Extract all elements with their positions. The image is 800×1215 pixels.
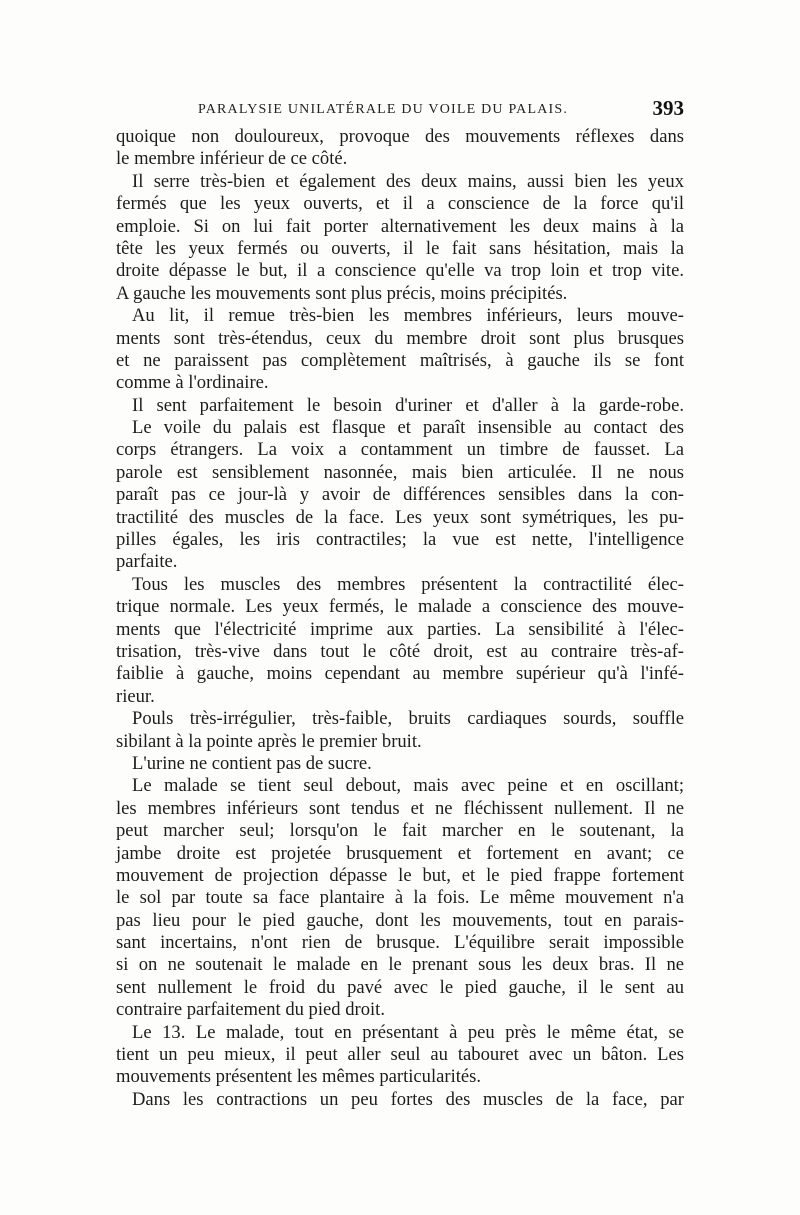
text-line: faiblie à gauche, moins cependant au membre supérieur qu'à l'infé- [116,663,684,685]
text-line: tient un peu mieux, il peut aller seul au tabouret avec un bâton. Les [116,1044,684,1066]
text-line: sant incertains, n'ont rien de brusque. L'équilibre serait impossible [116,932,684,954]
text-line: mouvements présentent les mêmes particularités. [116,1066,482,1088]
text-line: L'urine ne contient pas de sucre. [132,752,372,774]
text-line: Au lit, il remue très-bien les membres inférieurs, leurs mouve- [132,305,684,327]
text-line: sent nullement le froid du pavé avec le pied gauche, il le sent au [116,976,684,998]
text-line: tractilité des muscles de la face. Les yeux sont symétriques, les pu- [116,506,684,528]
text-line: si on ne soutenait le malade en le prenant sous les deux bras. Il ne [116,954,684,976]
text-line: Le malade se tient seul debout, mais avec peine et en oscillant; [132,775,684,797]
text-line: Le 13. Le malade, tout en présentant à peu près le même état, se [132,1021,684,1043]
running-head [116,96,684,122]
running-head-title: PARALYSIE UNILATÉRALE DU VOILE DU PALAIS. [198,102,569,117]
text-line: Le voile du palais est flasque et paraît insensible au contact des [132,417,684,439]
text-line: Il serre très-bien et également des deux mains, aussi bien les yeux [132,170,684,192]
text-line: Pouls très-irrégulier, très-faible, bruits cardiaques sourds, souffle [132,708,684,730]
text-line: le membre inférieur de ce côté. [116,148,348,170]
text-line: Tous les muscles des membres présentent la contractilité élec- [132,573,684,595]
text-line: rieur. [116,685,155,707]
text-line: corps étrangers. La voix a contamment un timbre de fausset. La [116,439,684,461]
text-line: quoique non douloureux, provoque des mouvements réflexes dans [116,126,684,147]
text-line: sibilant à la pointe après le premier bruit. [116,730,422,752]
text-line: Dans les contractions un peu fortes des muscles de la face, par [132,1088,684,1110]
text-line: ments que l'électricité imprime aux parties. La sensibilité à l'élec- [116,618,684,640]
text-line: le sol par toute sa face plantaire à la fois. Le même mouvement n'a [116,887,684,909]
text-line: contraire parfaitement du pied droit. [116,999,385,1021]
text-line: peut marcher seul; lorsqu'on le fait marcher en le soutenant, la [116,820,684,842]
text-line: pilles égales, les iris contractiles; la vue est nette, l'intelligence [116,529,684,551]
text-line: trisation, très-vive dans tout le côté droit, est au contraire très-af- [116,640,684,662]
text-line: ments sont très-étendus, ceux du membre droit sont plus brusques [116,327,684,349]
text-line: trique normale. Les yeux fermés, le malade a conscience des mouve- [116,596,684,618]
text-line: parfaite. [116,551,178,573]
text-line: et ne paraissent pas complètement maîtrisés, à gauche ils se font [116,349,684,371]
text-line: A gauche les mouvements sont plus précis, moins précipités. [116,282,568,304]
text-line: jambe droite est projetée brusquement et fortement en avant; ce [116,842,684,864]
body-text [116,126,684,1111]
text-line: droite dépasse le but, il a conscience qu'elle va trop loin et trop vite. [116,260,684,282]
page-number: 393 [652,96,684,120]
text-line: les membres inférieurs sont tendus et ne fléchissent nullement. Il ne [116,797,684,819]
text-line: parole est sensiblement nasonnée, mais bien articulée. Il ne nous [116,461,684,483]
text-line: paraît pas ce jour-là y avoir de différences sensibles dans la con- [116,484,684,506]
text-line: Il sent parfaitement le besoin d'uriner et d'aller à la garde-robe. [132,394,684,416]
text-line: mouvement de projection dépasse le but, et le pied frappe fortement [116,864,684,886]
text-line: pas lieu pour le pied gauche, dont les mouvements, tout en parais- [116,909,684,931]
text-line: fermés que les yeux ouverts, et il a conscience de la force qu'il [116,193,684,215]
text-line: tête les yeux fermés ou ouverts, il le fait sans hésitation, mais la [116,237,684,259]
text-line: comme à l'ordinaire. [116,372,269,394]
text-line: emploie. Si on lui fait porter alternativement les deux mains à la [116,215,684,237]
